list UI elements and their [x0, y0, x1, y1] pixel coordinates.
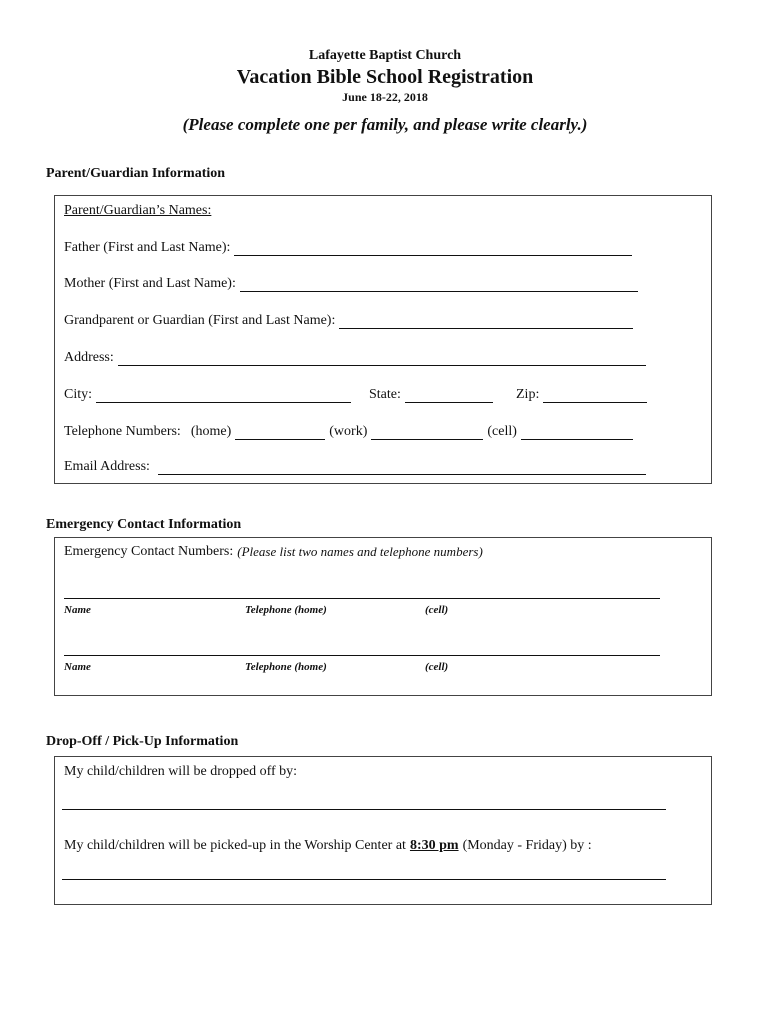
contact-2-cell-caption: (cell): [425, 661, 449, 673]
address-field[interactable]: [118, 351, 646, 366]
emergency-prompt: [64, 544, 483, 560]
emergency-info-box: [54, 537, 712, 696]
pickup-time: 8:30 pm: [409, 838, 459, 853]
father-label: Father (First and Last Name):: [64, 240, 231, 255]
address-label: Address:: [64, 350, 114, 365]
parent-names-label: Parent/Guardian’s Names:: [64, 203, 212, 218]
email-row: [64, 459, 646, 475]
telephone-row: [64, 424, 633, 440]
home-phone-field[interactable]: [235, 425, 325, 440]
guardian-row: [64, 313, 633, 329]
emergency-prompt-note: (Please list two names and telephone numbers): [237, 544, 483, 559]
state-field[interactable]: [405, 388, 493, 403]
pickup-label-before: My child/children will be picked-up in the Worship Center at: [64, 838, 406, 853]
form-instructions: (Please complete one per family, and please write clearly.): [182, 115, 588, 134]
email-label: Email Address:: [64, 459, 150, 474]
city-field[interactable]: [96, 388, 351, 403]
pickup-field[interactable]: [62, 879, 666, 880]
cell-phone-field[interactable]: [521, 425, 633, 440]
address-row: [64, 350, 646, 366]
zip-field[interactable]: [543, 388, 647, 403]
guardian-label: Grandparent or Guardian (First and Last Name):: [64, 313, 336, 328]
dropoff-field[interactable]: [62, 809, 666, 810]
emergency-contact-2-line[interactable]: [64, 655, 660, 656]
mother-row: [64, 276, 638, 292]
organization-name: Lafayette Baptist Church: [308, 48, 462, 63]
emergency-section-heading: Emergency Contact Information: [46, 517, 242, 532]
contact-1-cell-caption: (cell): [425, 604, 449, 616]
cell-phone-label: (cell): [487, 424, 517, 439]
emergency-contact-1-line[interactable]: [64, 598, 660, 599]
mother-name-field[interactable]: [240, 277, 638, 292]
contact-1-phone-caption: Telephone (home): [245, 604, 327, 616]
state-row: [369, 387, 493, 403]
city-row: [64, 387, 351, 403]
father-name-field[interactable]: [234, 241, 632, 256]
parent-info-box: [54, 195, 712, 484]
dropoff-section-heading: Drop-Off / Pick-Up Information: [46, 734, 239, 749]
pickup-row: [64, 838, 592, 854]
telephone-label: Telephone Numbers:: [64, 424, 181, 439]
dropoff-row: [64, 764, 297, 780]
form-title: Vacation Bible School Registration: [236, 66, 534, 88]
zip-label: Zip:: [516, 387, 540, 402]
state-label: State:: [369, 387, 401, 402]
contact-1-name-caption: Name: [64, 604, 91, 616]
parent-section-heading: Parent/Guardian Information: [46, 166, 226, 181]
work-phone-label: (work): [329, 424, 368, 439]
contact-2-name-caption: Name: [64, 661, 91, 673]
father-row: [64, 240, 632, 256]
parent-names-heading: [64, 203, 211, 219]
guardian-name-field[interactable]: [339, 314, 633, 329]
home-phone-label: (home): [190, 424, 232, 439]
city-label: City:: [64, 387, 93, 402]
work-phone-field[interactable]: [371, 425, 483, 440]
mother-label: Mother (First and Last Name):: [64, 276, 236, 291]
event-dates: June 18-22, 2018: [342, 90, 428, 104]
emergency-prompt-label: Emergency Contact Numbers:: [64, 544, 234, 559]
zip-row: [516, 387, 647, 403]
dropoff-label: My child/children will be dropped off by:: [64, 764, 298, 779]
contact-2-phone-caption: Telephone (home): [245, 661, 327, 673]
pickup-label-after: (Monday - Friday) by :: [462, 838, 592, 853]
email-field[interactable]: [158, 460, 646, 475]
